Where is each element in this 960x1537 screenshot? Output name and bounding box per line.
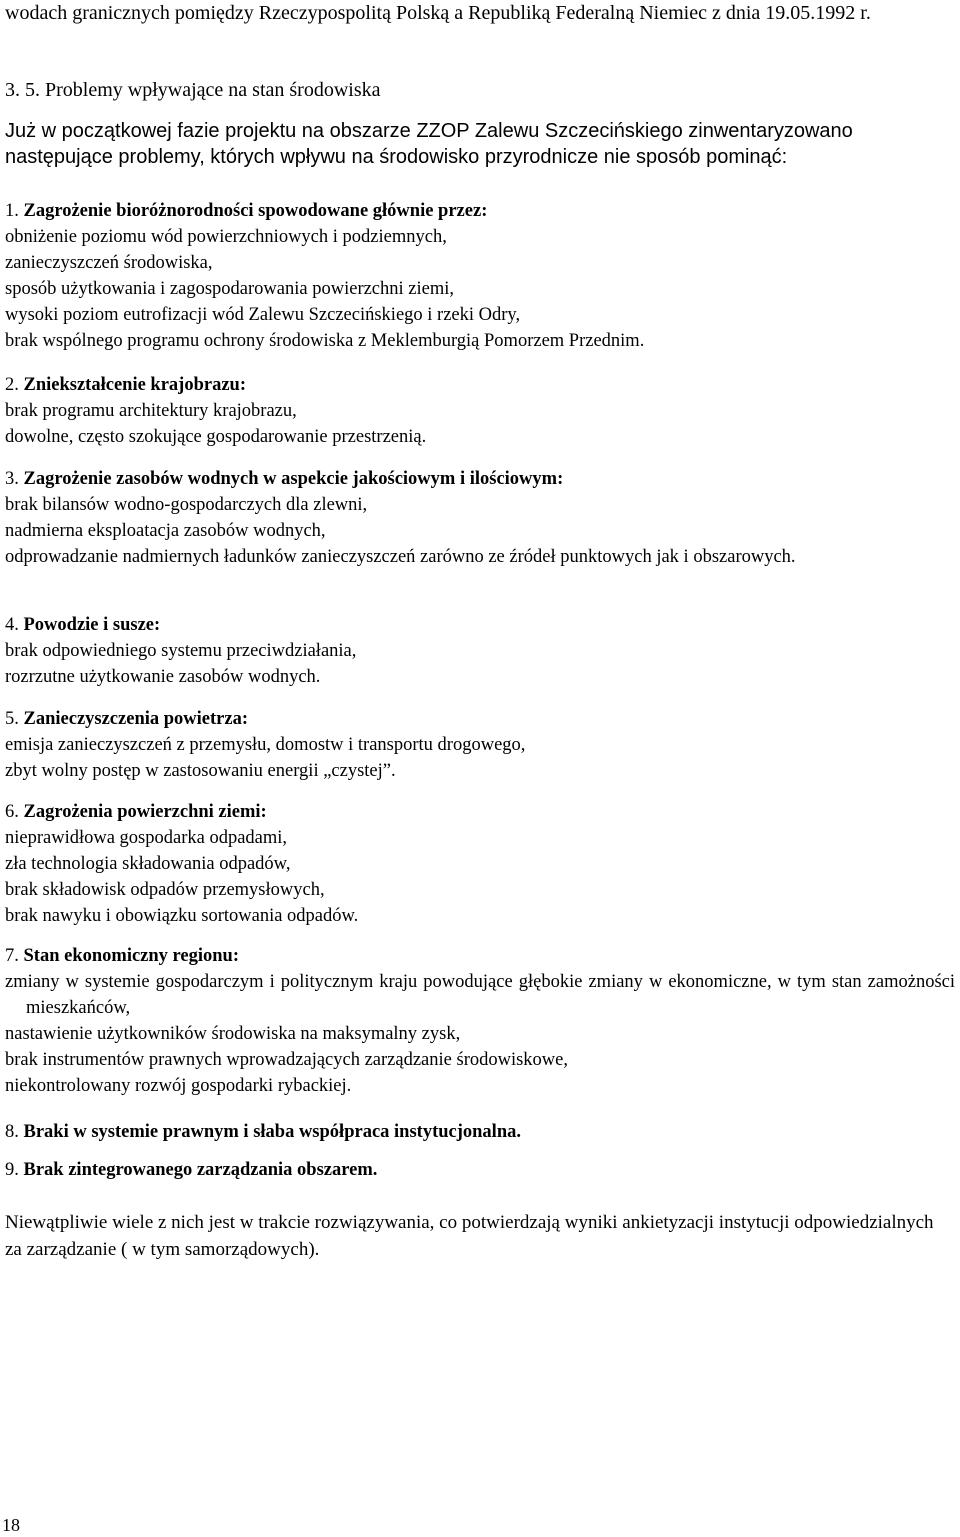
problem-item: zbyt wolny postęp w zastosowaniu energii „czystej”.	[5, 761, 396, 781]
problem-number: 7.	[5, 946, 19, 966]
problem-title: Zagrożenie bioróżnorodności spowodowane głównie przez:	[23, 201, 488, 221]
problem-item: obniżenie poziomu wód powierzchniowych i podziemnych,	[5, 227, 447, 247]
problem-block-9	[5, 1157, 955, 1183]
problem-heading	[5, 612, 955, 638]
problem-title: Brak zintegrowanego zarządzania obszarem.	[23, 1160, 378, 1180]
problem-number: 1.	[5, 201, 19, 221]
problem-title: Powodzie i susze:	[23, 615, 161, 635]
problem-item: wysoki poziom eutrofizacji wód Zalewu Szczecińskiego i rzeki Odry,	[5, 305, 521, 325]
problem-block-8	[5, 1119, 955, 1145]
problem-block-2	[5, 372, 955, 450]
page-number: 18	[2, 1515, 20, 1535]
problem-item: niekontrolowany rozwój gospodarki rybackiej.	[5, 1076, 352, 1096]
problem-block-7	[5, 943, 955, 1099]
intro-paragraph: wodach granicznych pomiędzy Rzeczypospolitą Polską a Republiką Federalną Niemiec z dnia 19.05.1992 r.	[5, 2, 871, 24]
problem-item: emisja zanieczyszczeń z przemysłu, domostw i transportu drogowego,	[5, 735, 526, 755]
problem-title: Stan ekonomiczny regionu:	[23, 946, 240, 966]
problem-item: brak nawyku i obowiązku sortowania odpadów.	[5, 906, 359, 926]
problem-item: nastawienie użytkowników środowiska na maksymalny zysk,	[5, 1024, 461, 1044]
problem-item: dowolne, często szokujące gospodarowanie przestrzenią.	[5, 427, 427, 447]
problem-heading	[5, 198, 955, 224]
problem-heading	[5, 706, 955, 732]
section-heading	[5, 77, 955, 103]
problem-item: zanieczyszczeń środowiska,	[5, 253, 213, 273]
problem-block-5	[5, 706, 955, 784]
problem-heading	[5, 1119, 955, 1145]
problem-item: brak odpowiedniego systemu przeciwdziałania,	[5, 641, 357, 661]
section-title: Problemy wpływające na stan środowiska	[45, 79, 381, 101]
problem-block-3	[5, 466, 955, 570]
problem-item: brak programu architektury krajobrazu,	[5, 401, 297, 421]
problem-heading	[5, 466, 955, 492]
problem-block-1	[5, 198, 955, 354]
problem-item: brak instrumentów prawnych wprowadzających zarządzanie środowiskowe,	[5, 1050, 569, 1070]
problem-item: nadmierna eksploatacja zasobów wodnych,	[5, 521, 326, 541]
problem-number: 6.	[5, 802, 19, 822]
problem-number: 9.	[5, 1160, 19, 1180]
problem-item: rozrzutne użytkowanie zasobów wodnych.	[5, 667, 321, 687]
problem-title: Zanieczyszczenia powietrza:	[23, 709, 248, 729]
problem-title: Zagrożenia powierzchni ziemi:	[23, 802, 267, 822]
problem-item: nieprawidłowa gospodarka odpadami,	[5, 828, 288, 848]
problem-item: brak składowisk odpadów przemysłowych,	[5, 880, 325, 900]
problem-title: Braki w systemie prawnym i słaba współpraca instytucjonalna.	[23, 1122, 521, 1142]
closing-paragraph: Niewątpliwie wiele z nich jest w trakcie rozwiązywania, co potwierdzają wyniki ankietyzacji instytucji odpowiedzialnych za zarządzanie ( w tym samorządowych).	[5, 1212, 934, 1260]
problem-item: sposób użytkowania i zagospodarowania powierzchni ziemi,	[5, 279, 455, 299]
problem-block-4	[5, 612, 955, 690]
problem-item: odprowadzanie nadmiernych ładunków zanieczyszczeń zarówno ze źródeł punktowych jak i obszarowych.	[5, 547, 796, 567]
section-number: 3. 5.	[5, 79, 40, 101]
problem-heading	[5, 799, 955, 825]
problem-item: zmiany w systemie gospodarczym i politycznym kraju powodujące głębokie zmiany w ekonomiczne, w tym stan zamożności mieszkańców,	[5, 972, 955, 1018]
section-intro-paragraph: Już w początkowej fazie projektu na obszarze ZZOP Zalewu Szczecińskiego zinwentaryzowano następujące problemy, których wpływu na środowisko przyrodnicze nie sposób pominąć:	[5, 120, 853, 168]
problem-item: brak wspólnego programu ochrony środowiska z Meklemburgią Pomorzem Przednim.	[5, 331, 645, 351]
problem-number: 4.	[5, 615, 19, 635]
problem-item: zła technologia składowania odpadów,	[5, 854, 291, 874]
problem-number: 2.	[5, 375, 19, 395]
problem-number: 3.	[5, 469, 19, 489]
problem-block-6	[5, 799, 955, 929]
problem-number: 8.	[5, 1122, 19, 1142]
problem-heading	[5, 1157, 955, 1183]
problem-number: 5.	[5, 709, 19, 729]
problem-heading	[5, 372, 955, 398]
problem-item: brak bilansów wodno-gospodarczych dla zlewni,	[5, 495, 368, 515]
problem-title: Zagrożenie zasobów wodnych w aspekcie jakościowym i ilościowym:	[23, 469, 564, 489]
problem-heading	[5, 943, 955, 969]
problem-title: Zniekształcenie krajobrazu:	[23, 375, 246, 395]
